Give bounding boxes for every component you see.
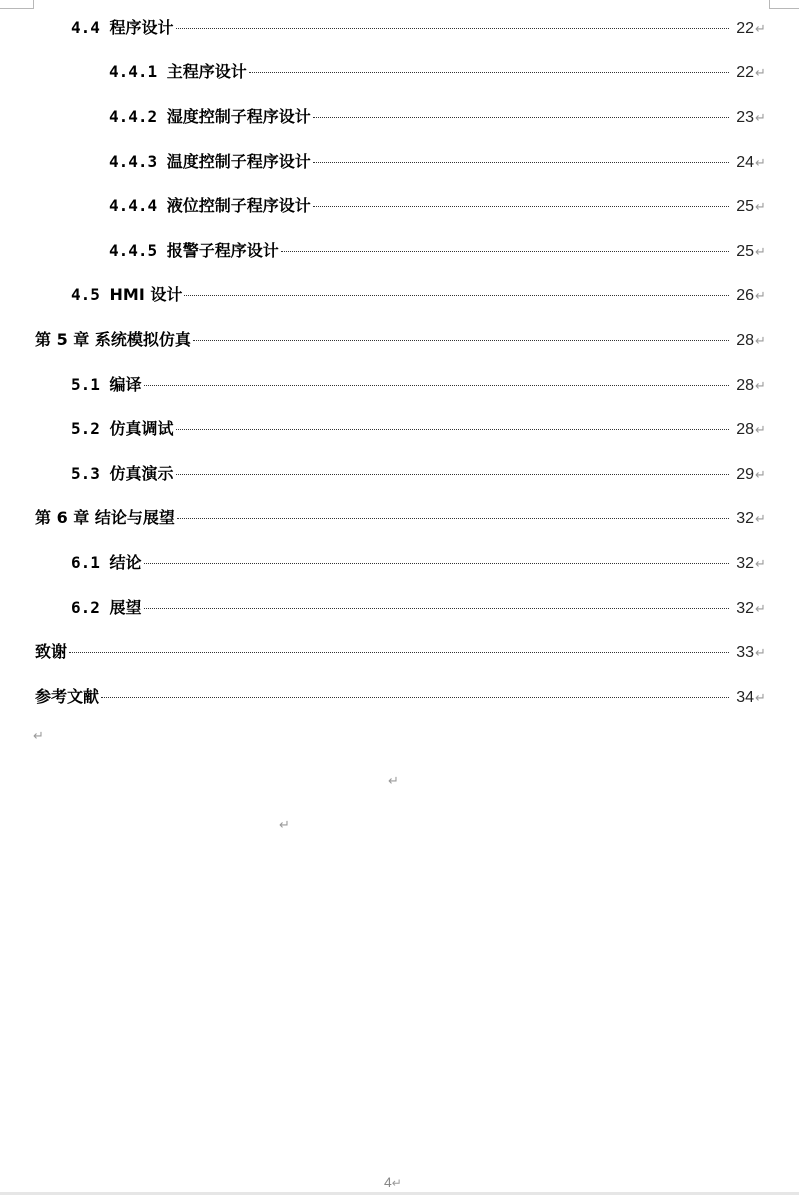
toc-entry-page: 33 bbox=[736, 644, 754, 662]
toc-entry-title: 仿真调试 bbox=[109, 419, 174, 439]
toc-entry[interactable] bbox=[0, 227, 799, 272]
paragraph-mark-icon: ↵ bbox=[391, 1176, 402, 1190]
toc-entry-number: 6.2 bbox=[71, 597, 110, 617]
toc-entry-page: 32 bbox=[736, 510, 754, 528]
toc-entry[interactable] bbox=[0, 539, 799, 584]
toc-entry-page: 22 bbox=[736, 64, 754, 82]
paragraph-mark-icon: ↵ bbox=[755, 646, 766, 662]
toc-entry[interactable] bbox=[0, 138, 799, 183]
dot-leader bbox=[144, 563, 729, 564]
toc-entry[interactable] bbox=[0, 361, 799, 406]
toc-entry-page: 26 bbox=[736, 287, 754, 305]
toc-entry-page: 28 bbox=[736, 331, 754, 349]
paragraph-mark-icon: ↵ bbox=[755, 333, 766, 349]
toc-entry[interactable] bbox=[0, 316, 799, 361]
paragraph-mark-icon: ↵ bbox=[755, 467, 766, 483]
toc-entry-title: HMI 设计 bbox=[109, 285, 183, 305]
toc-entry[interactable] bbox=[0, 182, 799, 227]
toc-entry-title: 参考文献 bbox=[35, 686, 100, 706]
toc-entry-title: 展望 bbox=[109, 597, 142, 617]
toc-entry[interactable] bbox=[0, 584, 799, 629]
dot-leader bbox=[177, 518, 729, 519]
dot-leader bbox=[144, 608, 729, 609]
toc-entry-number: 4.4.3 bbox=[109, 151, 167, 171]
table-of-contents bbox=[0, 4, 799, 718]
dot-leader bbox=[176, 474, 729, 475]
toc-entry[interactable] bbox=[0, 673, 799, 718]
paragraph-mark-icon: ↵ bbox=[755, 66, 766, 82]
dot-leader bbox=[281, 251, 729, 252]
toc-entry-page: 32 bbox=[736, 599, 754, 617]
dot-leader bbox=[313, 117, 729, 118]
toc-entry-page: 25 bbox=[736, 198, 754, 216]
paragraph-mark-icon: ↵ bbox=[755, 378, 766, 394]
toc-entry-page: 32 bbox=[736, 554, 754, 572]
paragraph-mark-icon: ↵ bbox=[33, 729, 44, 744]
paragraph-mark-icon: ↵ bbox=[755, 155, 766, 171]
paragraph-mark-icon: ↵ bbox=[755, 110, 766, 126]
page-footer bbox=[384, 1174, 402, 1190]
paragraph-mark-icon: ↵ bbox=[755, 21, 766, 37]
paragraph-mark-icon: ↵ bbox=[279, 818, 290, 833]
toc-entry-page: 34 bbox=[736, 688, 754, 706]
dot-leader bbox=[176, 429, 729, 430]
toc-entry[interactable] bbox=[0, 4, 799, 49]
toc-entry[interactable] bbox=[0, 495, 799, 540]
toc-entry-title: 报警子程序设计 bbox=[166, 240, 279, 260]
toc-entry[interactable] bbox=[0, 628, 799, 673]
toc-entry-title: 编译 bbox=[109, 374, 142, 394]
toc-entry-title: 主程序设计 bbox=[166, 62, 247, 82]
toc-entry-page: 28 bbox=[736, 421, 754, 439]
toc-entry-title: 湿度控制子程序设计 bbox=[166, 106, 311, 126]
paragraph-mark-icon: ↵ bbox=[755, 601, 766, 617]
dot-leader bbox=[69, 652, 729, 653]
toc-entry-title: 仿真演示 bbox=[109, 463, 174, 483]
dot-leader bbox=[144, 385, 729, 386]
toc-entry-title: 结论 bbox=[109, 552, 142, 572]
toc-entry-number: 5.3 bbox=[71, 463, 110, 483]
toc-entry-title: 第 5 章 系统模拟仿真 bbox=[35, 329, 191, 349]
toc-entry[interactable] bbox=[0, 93, 799, 138]
toc-entry-number: 4.4 bbox=[71, 17, 110, 37]
toc-entry[interactable] bbox=[0, 49, 799, 94]
toc-entry-page: 29 bbox=[736, 465, 754, 483]
toc-entry-title: 温度控制子程序设计 bbox=[166, 151, 311, 171]
paragraph-mark-icon: ↵ bbox=[755, 556, 766, 572]
dot-leader bbox=[249, 72, 729, 73]
dot-leader bbox=[193, 340, 729, 341]
paragraph-mark-icon: ↵ bbox=[388, 774, 399, 789]
toc-entry-page: 25 bbox=[736, 242, 754, 260]
paragraph-mark-icon: ↵ bbox=[755, 512, 766, 528]
toc-entry-number: 4.4.5 bbox=[109, 240, 167, 260]
paragraph-mark-icon: ↵ bbox=[755, 244, 766, 260]
toc-entry-number: 4.4.1 bbox=[109, 62, 167, 82]
toc-entry-number: 5.1 bbox=[71, 374, 110, 394]
dot-leader bbox=[313, 162, 729, 163]
toc-entry-title: 液位控制子程序设计 bbox=[166, 196, 311, 216]
paragraph-mark-icon: ↵ bbox=[755, 690, 766, 706]
dot-leader bbox=[184, 295, 729, 296]
toc-entry-title: 程序设计 bbox=[109, 17, 174, 37]
toc-entry[interactable] bbox=[0, 405, 799, 450]
toc-entry-page: 22 bbox=[736, 19, 754, 37]
toc-entry[interactable] bbox=[0, 272, 799, 317]
toc-entry-title: 第 6 章 结论与展望 bbox=[35, 508, 175, 528]
toc-entry-number: 4.5 bbox=[71, 285, 110, 305]
toc-entry-page: 24 bbox=[736, 153, 754, 171]
toc-entry-number: 4.4.4 bbox=[109, 196, 167, 216]
toc-entry-title: 致谢 bbox=[35, 642, 68, 662]
toc-entry-page: 28 bbox=[736, 376, 754, 394]
toc-entry-number: 5.2 bbox=[71, 419, 110, 439]
toc-entry-number: 4.4.2 bbox=[109, 106, 167, 126]
toc-entry[interactable] bbox=[0, 450, 799, 495]
paragraph-mark-icon: ↵ bbox=[755, 423, 766, 439]
paragraph-mark-icon: ↵ bbox=[755, 289, 766, 305]
toc-entry-number: 6.1 bbox=[71, 552, 110, 572]
toc-entry-page: 23 bbox=[736, 108, 754, 126]
paragraph-mark-icon: ↵ bbox=[755, 200, 766, 216]
dot-leader bbox=[101, 697, 729, 698]
dot-leader bbox=[313, 206, 729, 207]
page-number: 4 bbox=[384, 1174, 392, 1190]
dot-leader bbox=[176, 28, 729, 29]
